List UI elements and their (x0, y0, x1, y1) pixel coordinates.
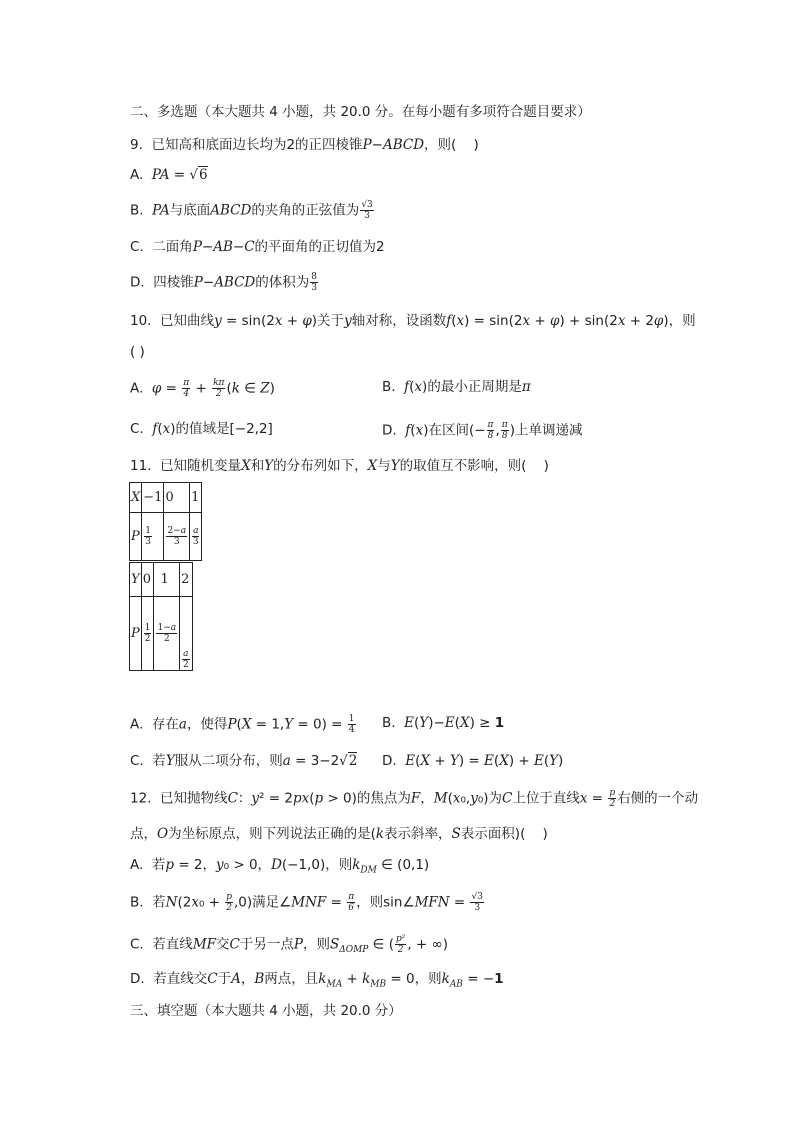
q9-option-c[interactable]: C. 二面角P−AB−C的平面角的正切值为2 (130, 239, 385, 255)
table-y-value: 0 (141, 563, 154, 597)
q11-option-d[interactable]: D. E(X + Y) = E(X) + E(Y) (382, 753, 564, 769)
q12-stem: 12. 已知抛物线C：y² = 2px(p > 0)的焦点为F，M(x₀,y₀)为C上位于直线x = $\frac{p}{2}$ 右侧的一个动 (130, 788, 699, 809)
q9-option-a[interactable]: A. PA = √6 (130, 167, 208, 183)
q12-option-b[interactable]: B. 若N(2x₀ + $\frac{p}{2}$ ,0)满足∠MNF = $\frac{\pi}{6}$ ，则sin∠MFN = $\frac{√3}{3}$ (130, 892, 483, 913)
table-x-value: 0 (164, 483, 190, 513)
table-y-value: 2 (180, 563, 192, 597)
q10-stem: 10. 已知曲线y = sin(2x + φ)关于y轴对称，设函数f(x) = sin(2x + φ) + sin(2x + 2φ)，则 (130, 313, 696, 329)
table-x-value: 1 (190, 483, 202, 513)
table-y-header: Y (130, 563, 142, 597)
table-x-prob: $\frac{a}{3}$ (190, 513, 202, 561)
q12-option-d[interactable]: D. 若直线交C于A，B两点，且$k_{MA} + k_{MB} = 0$，则$k_{AB} = -1$ (130, 971, 504, 990)
table-x-prob: $\frac{1}{3}$ (142, 513, 164, 561)
table-x-prob: $\frac{2-a}{3}$ (164, 513, 190, 561)
q12-stem-continued: 点，O为坐标原点，则下列说法正确的是(k表示斜率，S表示面积)( ) (130, 826, 548, 842)
section-2-heading: 二、多选题（本大题共 4 小题，共 20.0 分。在每小题有多项符合题目要求） (130, 104, 591, 120)
q9-option-d[interactable]: D. 四棱锥P−ABCD的体积为 $\frac{8}{3}$ (130, 272, 317, 293)
q12-option-c[interactable]: C. 若直线MF交C于另一点P，则$S_{\Delta OMP}$ ∈ ( $\frac{\text{p²}}{2}$ , + ∞) (130, 934, 449, 956)
q9-option-b[interactable]: B. PA与底面ABCD的夹角的正弦值为 $\frac{√3}{3}$ (130, 200, 373, 221)
table-y-value: 1 (154, 563, 180, 597)
distribution-table-y (129, 562, 193, 671)
q11-option-c[interactable]: C. 若Y服从二项分布，则a = 3−2√2 (130, 753, 358, 769)
distribution-table-x (129, 482, 202, 561)
table-x-value: −1 (142, 483, 164, 513)
q10-option-b[interactable]: B. f(x)的最小正周期是π (382, 379, 531, 395)
q9-stem: 9. 已知高和底面边长均为2的正四棱锥P−ABCD，则( ) (130, 137, 479, 153)
q11-stem: 11. 已知随机变量X和Y的分布列如下，X与Y的取值互不影响，则( ) (130, 458, 549, 474)
q10-option-a[interactable]: A. φ = $\frac{\pi}{4}$ + $\frac{k\pi}{2}$ (k ∈ Z) (130, 378, 275, 399)
table-y-p-label: P (130, 597, 142, 671)
q11-option-a[interactable]: A. 存在a，使得P(X = 1,Y = 0) = $\frac{1}{4}$ (130, 714, 355, 735)
q10-option-d[interactable]: D. f(x)在区间(− $\frac{\pi}{8}$ , $\frac{\pi}{8}$ )上单调递减 (382, 420, 583, 441)
table-y-prob: $\frac{1-a}{2}$ (154, 597, 180, 671)
table-x-header: X (130, 483, 142, 513)
section-3-heading: 三、填空题（本大题共 4 小题，共 20.0 分） (130, 1003, 402, 1019)
q10-option-c[interactable]: C. f(x)的值域是[−2,2] (130, 421, 273, 437)
q11-option-b[interactable]: B. E(Y)−E(X) ≥ 1 (382, 715, 505, 731)
q12-option-a[interactable]: A. 若p = 2，y₀ > 0，D(−1,0)，则$k_{DM}$ ∈ (0,1) (130, 857, 430, 876)
table-y-prob: $\frac{a}{2}$ (180, 597, 192, 671)
table-y-prob: $\frac{1}{2}$ (141, 597, 154, 671)
q10-stem-continued: ( ) (130, 344, 145, 360)
table-x-p-label: P (130, 513, 142, 561)
